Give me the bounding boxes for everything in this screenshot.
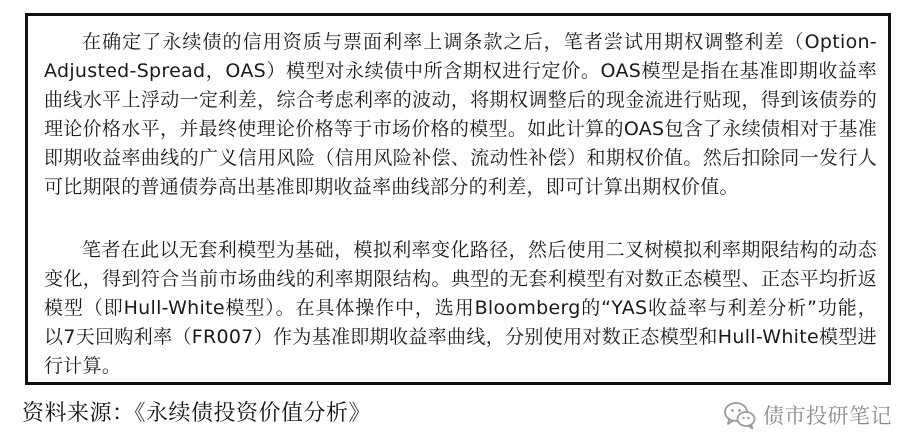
watermark xyxy=(723,398,892,432)
watermark-text: 债市投研笔记 xyxy=(763,404,892,428)
paragraph-1: 在确定了永续债的信用资质与票面利率上调条款之后，笔者尝试用期权调整利差（Option-Adjusted-Spread，OAS）模型对永续债中所含期权进行定价。OAS模型是指在基准即期收益率曲线水平上浮动一定利差，综合考虑利率的波动，将期权调整后的现金流进行贴现，得到该债券的理论价格水平，并最终使理论价格等于市场价格的模型。如此计算的OAS包含了永续债相对于基准即期收益率曲线的广义信用风险（信用风险补偿、流动性补偿）和期权价值。然后扣除同一发行人可比期限的普通债券高出基准即期收益率曲线部分的利差，即可计算出期权价值。 xyxy=(44,31,877,198)
paragraph-2: 笔者在此以无套利模型为基础，模拟利率变化路径，然后使用二叉树模拟利率期限结构的动态变化，得到符合当前市场曲线的利率期限结构。典型的无套利模型有对数正态模型、正态平均折返模型（即Hull-White模型）。在具体操作中，选用Bloomberg的“YAS收益率与利差分析”功能，以7天回购利率（FR007）作为基准即期收益率曲线，分别使用对数正态模型和Hull-White模型进行计算。 xyxy=(44,239,877,377)
source-caption: 资料来源：《永续债投资价值分析》 xyxy=(22,401,372,426)
quote-box xyxy=(25,13,891,385)
wechat-icon xyxy=(723,400,757,430)
